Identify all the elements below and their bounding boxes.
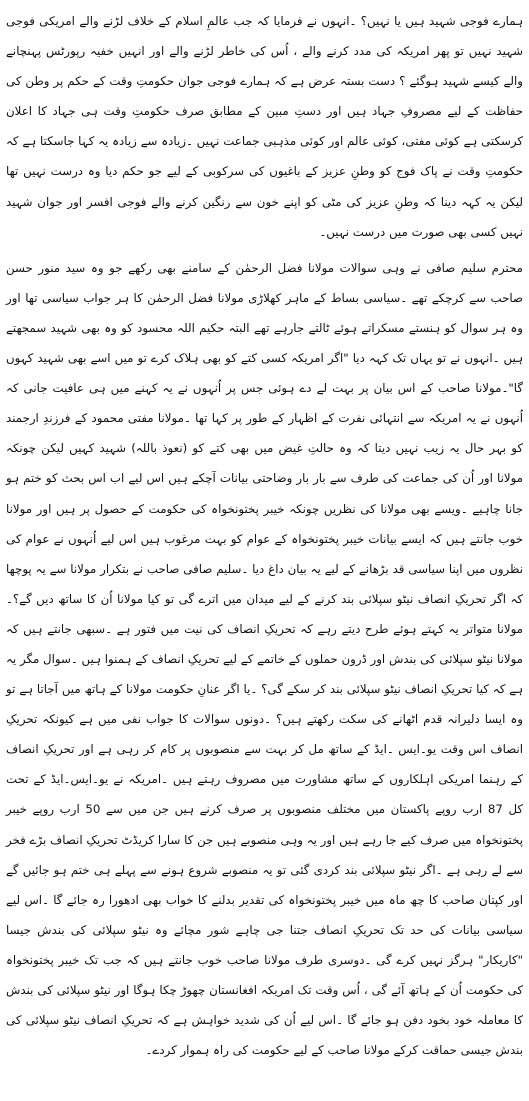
article-paragraph-1: ہمارے فوجی شہید ہیں یا نہیں؟ ۔انہوں نے فرمایا کہ جب عالمِ اسلام کے خلاف لڑنے والے امریکی فوجی شہید نہیں تو پھر امریکہ کی مدد کرنے والے ، اُس کی خاطر لڑنے والے اور انہیں خفیہ رپورٹس پہنچانے والے کیسے شہید ہوگئے ؟ دست بستہ عرض ہے کہ ہمارے فوجی جوان حکومتِ وقت کے حکم پر وطن کی حفاظت کے لیے مصروفِ جہاد ہیں اور دستِ مبین کے مطابق صرف حکومتِ وقت ہی جہاد کا اعلان کرسکتی ہے کوئی مفتی، کوئی عالم اور کوئی مذہبی جماعت نہیں ۔زیادہ سے زیادہ یہ کہا جاسکتا ہے کہ حکومتِ وقت نے پاک فوج کو وطنِ عزیز کے باغیوں کی سرکوبی کے لیے جو حکم دیا وہ درست نہیں تھا لیکن یہ کہہ دینا کہ وطنِ عزیز کی مٹی کو اپنے خون سے رنگین کرنے والے فوجی افسر اور جوان شہید نہیں کسی بھی صورت میں درست نہیں۔ (6, 14, 523, 239)
article-paragraph-2: محترم سلیم صافی نے وہی سوالات مولانا فضل الرحمٰن کے سامنے بھی رکھے جو وہ سید منور حسن صاحب سے کرچکے تھے ۔سیاسی بساط کے ماہر کھلاڑی مولانا فضل الرحمٰن کا ہر جواب سیاسی تھا اور وہ ہر سوال کو ہنستے مسکراتے ہوئے ٹالتے جارہے تھے البتہ حکیم اللہ محسود کو وہ بھی شہید سمجھتے ہیں ۔انہوں نے تو یہاں تک کہہ دیا "اگر امریکہ کسی کتے کو بھی ہلاک کرے تو میں اسے بھی شہید کہوں گا"۔مولانا صاحب کے اس بیان پر بہت لے دے ہوئی جس پر اُنہوں نے یہ کہنے میں ہی عافیت جانی کہ اُنہوں نے یہ امریکہ سے انتہائی نفرت کے اظہار کے طور پر کہا تھا ۔مولانا مفتی محمود کے فرزندِ ارجمند کو بہر حال یہ زیب نہیں دیتا کہ وہ حالتِ غیض میں بھی کتے کو (نعوذ باللہ) شہید کہیں لیکن چونکہ مولانا اور اُن کی جماعت کی طرف سے بار بار وضاحتی بیانات آچکے ہیں اس لیے اب اس بحث کو ختم ہو جانا چاہیے ۔ویسے بھی مولانا کی نظریں چونکہ خیبر پختونخواہ کی حکومت کے حصول پر ہیں اور مولانا خوب جانتے ہیں کہ ایسے بیانات خیبر پختونخواہ کے عوام کو بہت مرغوب ہیں اس لیے اُنہوں نے عوام کی نظروں میں اپنا سیاسی قد بڑھانے کے لیے یہ بیان داغ دیا ۔سلیم صافی صاحب نے بتکرار مولانا سے یہ پوچھا کہ اگر تحریکِ انصاف نیٹو سپلائی بند کرنے کے لیے میدان میں اترے گی تو کیا مولانا اُن کا ساتھ دیں گے؟۔ مولانا متواتر یہ کہتے ہوئے طرح دیتے رہے کہ تحریکِ انصاف کی نیت میں فتور ہے ۔سبھی جانتے ہیں کہ مولانا نیٹو سپلائی کی بندش اور ڈرون حملوں کے خاتمے کے لیے تحریکِ انصاف کے ہمنوا ہیں ۔سوال مگر یہ ہے کہ کیا تحریکِ انصاف نیٹو سپلائی بند کر سکے گی؟ ۔یا اگر عنانِ حکومت مولانا کے ہاتھ میں آجاتا ہے تو وہ ایسا دلیرانہ قدم اٹھانے کی سکت رکھتے ہیں؟ ۔دونوں سوالات کا جواب نفی میں ہے کیونکہ تحریکِ انصاف اس وقت یو۔ایس ۔ایڈ کے ساتھ مل کر بہت سے منصوبوں پر کام کر رہی ہے اور تحریکِ انصاف کے رہنما امریکی اہلکاروں کے ساتھ مشاورت میں مصروف رہتے ہیں ۔امریکہ نے یو۔ایس۔ایڈ کے تحت کل 87 ارب روپے پاکستان میں مختلف منصوبوں پر صرف کرنے ہیں جن میں سے 50 ارب روپے خیبر پختونخواہ میں صرف کیے جا رہے ہیں اور یہ وہی منصوبے ہیں جن کا سارا کریڈٹ تحریکِ انصاف بڑے فخر سے لے رہی ہے ۔اگر نیٹو سپلائی بند کردی گئی تو یہ منصوبے شروع ہونے سے پہلے ہی ختم ہو جائیں گے اور کپتان صاحب کا چھ ماہ میں خیبر پختونخواہ کی تقدیر بدلنے کا خواب بھی ادھورا رہ جائے گا ۔اس لیے سیاسی بیانات کی حد تک تحریکِ انصاف جتنا جی چاہے شور مچائے وہ نیٹو سپلائی کی بندش جیسا "کاریکار" ہرگز نہیں کرے گی ۔دوسری طرف مولانا صاحب خوب جانتے ہیں کہ جب تک خیبر پختونخواہ کی حکومت اُن کے ہاتھ آئے گی ، اُس وقت تک امریکہ افغانستان چھوڑ چکا ہوگا اور نیٹو سپلائی کی بندش کا معاملہ خود بخود دفن ہو جائے گا ۔اس لیے اُن کی شدید خواہش ہے کہ تحریکِ انصاف نیٹو سپلائی کی بندش جیسی حماقت کرکے مولانا صاحب کے لیے حکومت کی راہ ہموار کردے۔ (6, 260, 523, 1058)
